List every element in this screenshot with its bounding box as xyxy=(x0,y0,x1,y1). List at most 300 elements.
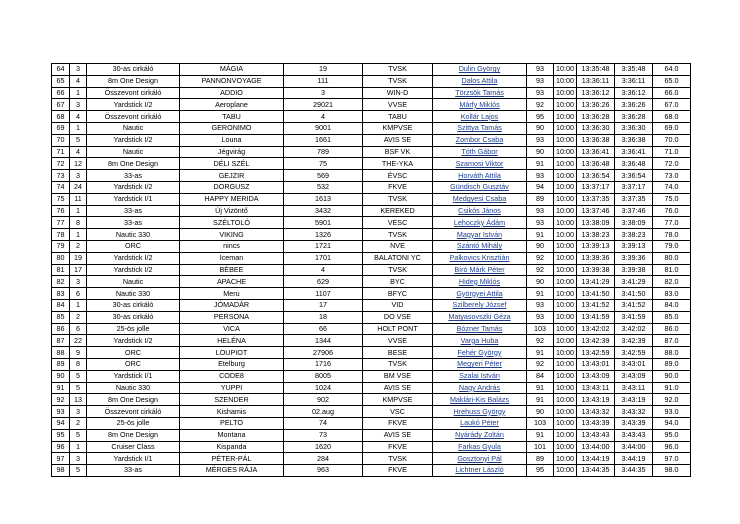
elapsed-time-cell: 3:43:32 xyxy=(615,406,653,418)
skipper-name[interactable]: Márfy Miklós xyxy=(433,99,527,111)
table-row xyxy=(52,323,691,335)
boat-name-cell: PANNONVOYAGE xyxy=(180,75,284,87)
table-row xyxy=(52,382,691,394)
skipper-name[interactable]: Medgyesi Csaba xyxy=(433,193,527,205)
finish-time-cell: 13:36:30 xyxy=(577,122,615,134)
elapsed-time-cell: 3:43:39 xyxy=(615,417,653,429)
score-cell: 73.0 xyxy=(653,170,691,182)
group-pos-cell: 3 xyxy=(70,99,87,111)
class-cell: 30-as cirkáló xyxy=(87,64,180,76)
pos-cell: 93 xyxy=(52,406,70,418)
group-pos-cell: 3 xyxy=(70,64,87,76)
sail-number-cell: 19 xyxy=(284,64,363,76)
finish-time-cell: 13:43:09 xyxy=(577,370,615,382)
class-cell: Nautic 330 xyxy=(87,382,180,394)
class-cell: 33-as xyxy=(87,170,180,182)
class-cell: Cruiser Class xyxy=(87,441,180,453)
start-time-cell: 10:00 xyxy=(554,146,577,158)
pos-cell: 73 xyxy=(52,170,70,182)
pos-cell: 66 xyxy=(52,87,70,99)
handicap-cell: 93 xyxy=(527,205,554,217)
sail-number-cell: 1344 xyxy=(284,335,363,347)
club-cell: ÉVSC xyxy=(363,170,433,182)
start-time-cell: 10:00 xyxy=(554,75,577,87)
finish-time-cell: 13:36:28 xyxy=(577,111,615,123)
finish-time-cell: 13:44:35 xyxy=(577,465,615,477)
elapsed-time-cell: 3:36:41 xyxy=(615,146,653,158)
start-time-cell: 10:00 xyxy=(554,335,577,347)
skipper-name[interactable]: Szántó Mihály xyxy=(433,240,527,252)
club-cell: TVSK xyxy=(363,193,433,205)
class-cell: 25-ös jolle xyxy=(87,417,180,429)
handicap-cell: 91 xyxy=(527,158,554,170)
score-cell: 70.0 xyxy=(653,134,691,146)
skipper-name[interactable]: Törzsök Tamás xyxy=(433,87,527,99)
skipper-name[interactable]: Nagy András xyxy=(433,382,527,394)
finish-time-cell: 13:39:38 xyxy=(577,264,615,276)
elapsed-time-cell: 3:36:48 xyxy=(615,158,653,170)
start-time-cell: 10:00 xyxy=(554,229,577,241)
class-cell: Összevont cirkáló xyxy=(87,406,180,418)
pos-cell: 97 xyxy=(52,453,70,465)
group-pos-cell: 3 xyxy=(70,170,87,182)
group-pos-cell: 1 xyxy=(70,122,87,134)
class-cell: Yardstick I/2 xyxy=(87,252,180,264)
handicap-cell: 90 xyxy=(527,276,554,288)
skipper-name[interactable]: Bózner Tamás xyxy=(433,323,527,335)
club-cell: HOLT PONT xyxy=(363,323,433,335)
table-row xyxy=(52,75,691,87)
finish-time-cell: 13:41:52 xyxy=(577,299,615,311)
boat-name-cell: APACHE xyxy=(180,276,284,288)
pos-cell: 94 xyxy=(52,417,70,429)
skipper-name[interactable]: Megyeri Péter xyxy=(433,358,527,370)
elapsed-time-cell: 3:41:29 xyxy=(615,276,653,288)
skipper-name[interactable]: Dulin György xyxy=(433,64,527,76)
skipper-name[interactable]: Farkas Gyula xyxy=(433,441,527,453)
handicap-cell: 90 xyxy=(527,240,554,252)
class-cell: 30-as cirkáló xyxy=(87,299,180,311)
class-cell: Összevont cirkáló xyxy=(87,111,180,123)
score-cell: 78.0 xyxy=(653,229,691,241)
skipper-name[interactable]: Lichtner László xyxy=(433,465,527,477)
skipper-name[interactable]: Szamosi Viktor xyxy=(433,158,527,170)
skipper-name[interactable]: Kollár Lajos xyxy=(433,111,527,123)
skipper-name[interactable]: Tóth Gábor xyxy=(433,146,527,158)
score-cell: 97.0 xyxy=(653,453,691,465)
sail-number-cell: 1620 xyxy=(284,441,363,453)
group-pos-cell: 17 xyxy=(70,264,87,276)
table-row xyxy=(52,335,691,347)
boat-name-cell: Montana xyxy=(180,429,284,441)
elapsed-time-cell: 3:41:52 xyxy=(615,299,653,311)
boat-name-cell: SZÉLTOLÓ xyxy=(180,217,284,229)
class-cell: Nautic xyxy=(87,122,180,134)
finish-time-cell: 13:36:12 xyxy=(577,87,615,99)
sail-number-cell: 1613 xyxy=(284,193,363,205)
sail-number-cell: 74 xyxy=(284,417,363,429)
table-row xyxy=(52,429,691,441)
score-cell: 85.0 xyxy=(653,311,691,323)
club-cell: BESE xyxy=(363,347,433,359)
boat-name-cell: Meru xyxy=(180,288,284,300)
table-row xyxy=(52,170,691,182)
group-pos-cell: 24 xyxy=(70,181,87,193)
club-cell: FKVE xyxy=(363,441,433,453)
skipper-name[interactable]: Szalai István xyxy=(433,370,527,382)
handicap-cell: 92 xyxy=(527,358,554,370)
table-row xyxy=(52,299,691,311)
score-cell: 65.0 xyxy=(653,75,691,87)
group-pos-cell: 11 xyxy=(70,193,87,205)
handicap-cell: 91 xyxy=(527,429,554,441)
pos-cell: 87 xyxy=(52,335,70,347)
score-cell: 81.0 xyxy=(653,264,691,276)
sail-number-cell: 29021 xyxy=(284,99,363,111)
sail-number-cell: 75 xyxy=(284,158,363,170)
score-cell: 87.0 xyxy=(653,335,691,347)
start-time-cell: 10:00 xyxy=(554,370,577,382)
boat-name-cell: PÉTER-PÁL xyxy=(180,453,284,465)
elapsed-time-cell: 3:44:35 xyxy=(615,465,653,477)
results-table xyxy=(51,63,691,477)
skipper-name[interactable]: Szilberely József xyxy=(433,299,527,311)
table-row xyxy=(52,288,691,300)
finish-time-cell: 13:38:09 xyxy=(577,217,615,229)
club-cell: AVIS SE xyxy=(363,429,433,441)
group-pos-cell: 1 xyxy=(70,229,87,241)
club-cell: NVE xyxy=(363,240,433,252)
start-time-cell: 10:00 xyxy=(554,417,577,429)
sail-number-cell: 1716 xyxy=(284,358,363,370)
skipper-name[interactable]: Lehoczky Ádám xyxy=(433,217,527,229)
handicap-cell: 93 xyxy=(527,170,554,182)
sail-number-cell: 1701 xyxy=(284,252,363,264)
elapsed-time-cell: 3:37:17 xyxy=(615,181,653,193)
finish-time-cell: 13:43:39 xyxy=(577,417,615,429)
handicap-cell: 89 xyxy=(527,193,554,205)
sail-number-cell: 9001 xyxy=(284,122,363,134)
boat-name-cell: nincs xyxy=(180,240,284,252)
score-cell: 74.0 xyxy=(653,181,691,193)
start-time-cell: 10:00 xyxy=(554,181,577,193)
boat-name-cell: CODE8 xyxy=(180,370,284,382)
sail-number-cell: 4 xyxy=(284,264,363,276)
start-time-cell: 10:00 xyxy=(554,111,577,123)
skipper-name[interactable]: Magyar István xyxy=(433,229,527,241)
table-row xyxy=(52,193,691,205)
finish-time-cell: 13:43:32 xyxy=(577,406,615,418)
boat-name-cell: VICA xyxy=(180,323,284,335)
score-cell: 79.0 xyxy=(653,240,691,252)
skipper-name[interactable]: Gündisch Gusztáv xyxy=(433,181,527,193)
skipper-name[interactable]: Dalos Attila xyxy=(433,75,527,87)
sail-number-cell: 3 xyxy=(284,87,363,99)
skipper-name[interactable]: Gosztonyi Pál xyxy=(433,453,527,465)
sail-number-cell: 1107 xyxy=(284,288,363,300)
pos-cell: 70 xyxy=(52,134,70,146)
elapsed-time-cell: 3:43:19 xyxy=(615,394,653,406)
skipper-name[interactable]: Zombor Csaba xyxy=(433,134,527,146)
group-pos-cell: 4 xyxy=(70,111,87,123)
pos-cell: 81 xyxy=(52,264,70,276)
table-row xyxy=(52,406,691,418)
skipper-name[interactable]: Maklári-Kis Balázs xyxy=(433,394,527,406)
club-cell: THE-YKA xyxy=(363,158,433,170)
group-pos-cell: 2 xyxy=(70,417,87,429)
club-cell: TVSK xyxy=(363,453,433,465)
class-cell: 8m One Design xyxy=(87,429,180,441)
club-cell: BSF VK xyxy=(363,146,433,158)
pos-cell: 92 xyxy=(52,394,70,406)
club-cell: BALATONI YC xyxy=(363,252,433,264)
class-cell: 8m One Design xyxy=(87,158,180,170)
pos-cell: 68 xyxy=(52,111,70,123)
elapsed-time-cell: 3:43:43 xyxy=(615,429,653,441)
club-cell: TVSK xyxy=(363,229,433,241)
score-cell: 88.0 xyxy=(653,347,691,359)
elapsed-time-cell: 3:35:48 xyxy=(615,64,653,76)
elapsed-time-cell: 3:36:30 xyxy=(615,122,653,134)
sail-number-cell: 284 xyxy=(284,453,363,465)
elapsed-time-cell: 3:44:00 xyxy=(615,441,653,453)
handicap-cell: 93 xyxy=(527,311,554,323)
finish-time-cell: 13:37:17 xyxy=(577,181,615,193)
class-cell: Nautic xyxy=(87,146,180,158)
handicap-cell: 91 xyxy=(527,288,554,300)
sail-number-cell: 1721 xyxy=(284,240,363,252)
elapsed-time-cell: 3:39:36 xyxy=(615,252,653,264)
table-row xyxy=(52,122,691,134)
handicap-cell: 91 xyxy=(527,229,554,241)
pos-cell: 82 xyxy=(52,276,70,288)
boat-name-cell: LOUPIOT xyxy=(180,347,284,359)
pos-cell: 91 xyxy=(52,382,70,394)
skipper-name[interactable]: Hrehuss György xyxy=(433,406,527,418)
club-cell: WIN-D xyxy=(363,87,433,99)
handicap-cell: 93 xyxy=(527,87,554,99)
pos-cell: 74 xyxy=(52,181,70,193)
skipper-name[interactable]: Csikós János xyxy=(433,205,527,217)
table-row xyxy=(52,417,691,429)
elapsed-time-cell: 3:41:50 xyxy=(615,288,653,300)
handicap-cell: 93 xyxy=(527,75,554,87)
boat-name-cell: VIKING xyxy=(180,229,284,241)
table-row xyxy=(52,465,691,477)
table-row xyxy=(52,252,691,264)
sail-number-cell: 1661 xyxy=(284,134,363,146)
elapsed-time-cell: 3:37:35 xyxy=(615,193,653,205)
group-pos-cell: 8 xyxy=(70,358,87,370)
table-row xyxy=(52,205,691,217)
pos-cell: 65 xyxy=(52,75,70,87)
skipper-name[interactable]: Györgyei Attila xyxy=(433,288,527,300)
skipper-name[interactable]: Horváth Attila xyxy=(433,170,527,182)
skipper-name[interactable]: Matyasovszki Géza xyxy=(433,311,527,323)
boat-name-cell: MÉRGES RÁJA xyxy=(180,465,284,477)
sail-number-cell: 02.aug xyxy=(284,406,363,418)
elapsed-time-cell: 3:36:54 xyxy=(615,170,653,182)
score-cell: 84.0 xyxy=(653,299,691,311)
table-row xyxy=(52,311,691,323)
elapsed-time-cell: 3:39:38 xyxy=(615,264,653,276)
boat-name-cell: JÓMADÁR xyxy=(180,299,284,311)
group-pos-cell: 19 xyxy=(70,252,87,264)
club-cell: VESC xyxy=(363,217,433,229)
club-cell: FKVE xyxy=(363,417,433,429)
skipper-name[interactable]: Hideg Miklós xyxy=(433,276,527,288)
finish-time-cell: 13:37:46 xyxy=(577,205,615,217)
handicap-cell: 95 xyxy=(527,465,554,477)
club-cell: VSC xyxy=(363,406,433,418)
boat-name-cell: Iceman xyxy=(180,252,284,264)
skipper-name[interactable]: Fehér György xyxy=(433,347,527,359)
class-cell: Yardstick I/1 xyxy=(87,453,180,465)
elapsed-time-cell: 3:36:38 xyxy=(615,134,653,146)
club-cell: AVIS SE xyxy=(363,134,433,146)
boat-name-cell: HAPPY MERIDA xyxy=(180,193,284,205)
pos-cell: 95 xyxy=(52,429,70,441)
score-cell: 72.0 xyxy=(653,158,691,170)
pos-cell: 96 xyxy=(52,441,70,453)
class-cell: ORC xyxy=(87,240,180,252)
boat-name-cell: YUPPI xyxy=(180,382,284,394)
start-time-cell: 10:00 xyxy=(554,323,577,335)
skipper-name[interactable]: Varga Huba xyxy=(433,335,527,347)
start-time-cell: 10:00 xyxy=(554,358,577,370)
table-row xyxy=(52,181,691,193)
club-cell: KMPVSE xyxy=(363,122,433,134)
score-cell: 64.0 xyxy=(653,64,691,76)
class-cell: Összevont cirkáló xyxy=(87,87,180,99)
start-time-cell: 10:00 xyxy=(554,217,577,229)
elapsed-time-cell: 3:44:19 xyxy=(615,453,653,465)
elapsed-time-cell: 3:39:13 xyxy=(615,240,653,252)
start-time-cell: 10:00 xyxy=(554,347,577,359)
group-pos-cell: 3 xyxy=(70,453,87,465)
pos-cell: 83 xyxy=(52,288,70,300)
boat-name-cell: Kishamis xyxy=(180,406,284,418)
group-pos-cell: 3 xyxy=(70,406,87,418)
start-time-cell: 10:00 xyxy=(554,99,577,111)
finish-time-cell: 13:35:48 xyxy=(577,64,615,76)
skipper-name[interactable]: Laukó Péter xyxy=(433,417,527,429)
table-row xyxy=(52,358,691,370)
table-row xyxy=(52,111,691,123)
boat-name-cell: Jégvirág xyxy=(180,146,284,158)
sail-number-cell: 111 xyxy=(284,75,363,87)
finish-time-cell: 13:41:50 xyxy=(577,288,615,300)
sail-number-cell: 963 xyxy=(284,465,363,477)
club-cell: DO VSE xyxy=(363,311,433,323)
finish-time-cell: 13:42:02 xyxy=(577,323,615,335)
sail-number-cell: 5901 xyxy=(284,217,363,229)
boat-name-cell: HELÉNA xyxy=(180,335,284,347)
class-cell: 33-as xyxy=(87,465,180,477)
start-time-cell: 10:00 xyxy=(554,382,577,394)
handicap-cell: 101 xyxy=(527,441,554,453)
start-time-cell: 10:00 xyxy=(554,394,577,406)
group-pos-cell: 2 xyxy=(70,311,87,323)
table-row xyxy=(52,347,691,359)
table-row xyxy=(52,146,691,158)
elapsed-time-cell: 3:41:59 xyxy=(615,311,653,323)
start-time-cell: 10:00 xyxy=(554,299,577,311)
class-cell: Yardstick I/2 xyxy=(87,99,180,111)
score-cell: 68.0 xyxy=(653,111,691,123)
group-pos-cell: 1 xyxy=(70,205,87,217)
elapsed-time-cell: 3:43:11 xyxy=(615,382,653,394)
finish-time-cell: 13:42:59 xyxy=(577,347,615,359)
boat-name-cell: Aeroplane xyxy=(180,99,284,111)
pos-cell: 88 xyxy=(52,347,70,359)
class-cell: Yardstick I/1 xyxy=(87,370,180,382)
table-row xyxy=(52,158,691,170)
score-cell: 80.0 xyxy=(653,252,691,264)
handicap-cell: 90 xyxy=(527,146,554,158)
elapsed-time-cell: 3:36:26 xyxy=(615,99,653,111)
sail-number-cell: 18 xyxy=(284,311,363,323)
elapsed-time-cell: 3:43:01 xyxy=(615,358,653,370)
finish-time-cell: 13:44:19 xyxy=(577,453,615,465)
elapsed-time-cell: 3:37:46 xyxy=(615,205,653,217)
handicap-cell: 103 xyxy=(527,417,554,429)
group-pos-cell: 3 xyxy=(70,276,87,288)
pos-cell: 78 xyxy=(52,229,70,241)
finish-time-cell: 13:36:26 xyxy=(577,99,615,111)
score-cell: 67.0 xyxy=(653,99,691,111)
score-cell: 93.0 xyxy=(653,406,691,418)
elapsed-time-cell: 3:36:12 xyxy=(615,87,653,99)
skipper-name[interactable]: Bíró Márk Péter xyxy=(433,264,527,276)
group-pos-cell: 8 xyxy=(70,217,87,229)
results-body xyxy=(52,64,691,477)
start-time-cell: 10:00 xyxy=(554,134,577,146)
skipper-name[interactable]: Nyárády Zoltán xyxy=(433,429,527,441)
class-cell: Nautic xyxy=(87,276,180,288)
start-time-cell: 10:00 xyxy=(554,276,577,288)
class-cell: 8m One Design xyxy=(87,394,180,406)
handicap-cell: 93 xyxy=(527,64,554,76)
club-cell: VVSE xyxy=(363,335,433,347)
score-cell: 94.0 xyxy=(653,417,691,429)
boat-name-cell: DORGUSZ xyxy=(180,181,284,193)
boat-name-cell: Kispanda xyxy=(180,441,284,453)
score-cell: 96.0 xyxy=(653,441,691,453)
score-cell: 71.0 xyxy=(653,146,691,158)
elapsed-time-cell: 3:38:09 xyxy=(615,217,653,229)
score-cell: 86.0 xyxy=(653,323,691,335)
class-cell: 25-ös jolle xyxy=(87,323,180,335)
start-time-cell: 10:00 xyxy=(554,205,577,217)
group-pos-cell: 2 xyxy=(70,240,87,252)
table-row xyxy=(52,453,691,465)
pos-cell: 98 xyxy=(52,465,70,477)
club-cell: VID xyxy=(363,299,433,311)
handicap-cell: 89 xyxy=(527,453,554,465)
start-time-cell: 10:00 xyxy=(554,311,577,323)
group-pos-cell: 9 xyxy=(70,347,87,359)
skipper-name[interactable]: Palkovics Krisztián xyxy=(433,252,527,264)
skipper-name[interactable]: Szittya Tamás xyxy=(433,122,527,134)
score-cell: 92.0 xyxy=(653,394,691,406)
pos-cell: 69 xyxy=(52,122,70,134)
club-cell: VVSE xyxy=(363,99,433,111)
sail-number-cell: 902 xyxy=(284,394,363,406)
finish-time-cell: 13:38:23 xyxy=(577,229,615,241)
sail-number-cell: 789 xyxy=(284,146,363,158)
start-time-cell: 10:00 xyxy=(554,158,577,170)
